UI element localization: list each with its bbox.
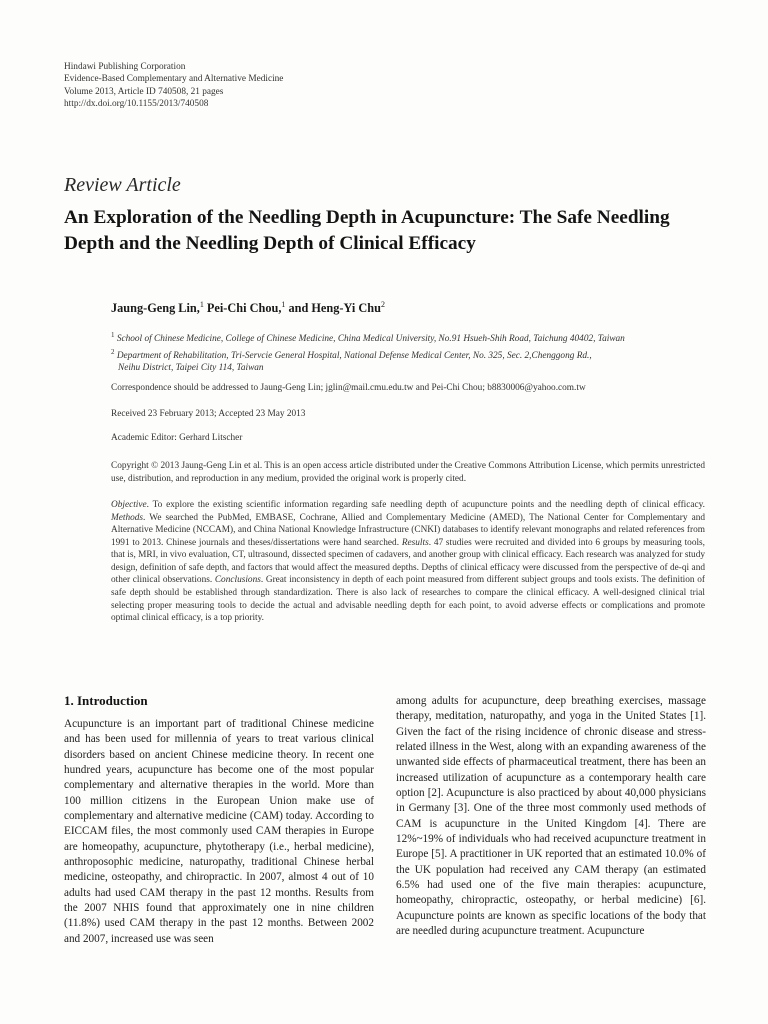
affiliation-marker: 1 xyxy=(281,300,286,309)
abstract-methods-label: Methods xyxy=(111,512,144,523)
copyright-notice: Copyright © 2013 Jaung-Geng Lin et al. This is an open access article distributed under the Creative Commons Attribution License, which permits unrestricted use, distribution, and reproduction in any medium, provided the original work is properly cited. xyxy=(111,461,705,484)
abstract-results: . 47 studies were recruited and divided into 6 groups by measuring tools, that is, MRI, in vivo evaluation, CT, ultrasound, dissected specimen of cadavers, and another group with clinical efficacy. Each research was analyzed for study design, definition of safe depth, and factors that would affect the measured depths. Depths of clinical efficacy were discussed from the perspective of de-qi and other clinical observations. xyxy=(111,537,706,586)
article-title: An Exploration of the Needling Depth in Acupuncture: The Safe Needling Depth and the Needling Depth of Clinical Efficacy xyxy=(64,207,670,254)
section-heading: 1. Introduction xyxy=(64,693,148,708)
abstract-objective: . To explore the existing scientific information regarding safe needling depth of acupuncture points and the needling depth of clinical efficacy. xyxy=(146,500,705,510)
author-list xyxy=(111,300,385,316)
abstract xyxy=(111,499,705,625)
affiliation-2 xyxy=(111,346,711,363)
body-column-right: among adults for acupuncture, deep breathing exercises, massage therapy, meditation, naturopathy, and yoga in the United States [1]. Given the fact of the rising incidence of chronic disease and stress-related illness in the West, along with an expanding awareness of the unwanted side effects of pharmaceutical treatment, there has been an increased utilization of acupuncture as a contemporary health care option [2]. Acupuncture is also practiced by about 40,000 physicians in Germany [3]. One of the three most commonly used methods of CAM is acupuncture in the United Kingdom [4]. There are 12%~19% of individuals who had received acupuncture treatment in Europe [5]. A practitioner in UK reported that an estimated 10.0% of the UK population had received any CAM therapy (an estimated 6.5% had used one of the five main therapies: acupuncture, homeopathy, chiropractic, osteopathy, or herbal medicine) [6]. Acupuncture points are known as specific locations of the body that are needled during acupuncture treatment. Acupuncture xyxy=(396,695,706,938)
affiliation-2-continued: Neihu District, Taipei City 114, Taiwan xyxy=(118,363,264,374)
affiliation-1 xyxy=(111,329,711,346)
abstract-conclusions: . Great inconsistency in depth of each point measured from different subject groups and tools exists. The definition of safe depth should be established through standardization. There is also lack of researches to compare the clinical efficacy. A well-designed clinical trial selecting proper measuring tools to decide the actual and advisable needling depth for each point, to avoid adverse effects or complications and promote optimal clinical efficacy, is a top priority. xyxy=(111,575,705,624)
affiliation-text: School of Chinese Medicine, College of Chinese Medicine, China Medical University, No.91 Hsueh-Shih Road, Taichung 40402, Taiwan xyxy=(114,334,625,345)
publisher-line: Hindawi Publishing Corporation xyxy=(64,62,186,72)
abstract-conclusions-label: Conclusions xyxy=(214,575,261,586)
affiliation-text: Department of Rehabilitation, Tri-Servcie General Hospital, National Defense Medical Center, No. 325, Sec. 2,Chenggong Rd., xyxy=(114,350,592,361)
affiliation-marker: 1 xyxy=(199,300,204,309)
affiliation-marker: 2 xyxy=(111,347,115,356)
affiliation-marker: 2 xyxy=(380,300,385,309)
journal-header xyxy=(64,61,283,111)
author-name: Jaung-Geng Lin, xyxy=(111,301,200,316)
correspondence: Correspondence should be addressed to Jaung-Geng Lin; jglin@mail.cmu.edu.tw and Pei-Chi Chou; b8830006@yahoo.com.tw xyxy=(111,383,586,393)
affiliation-marker: 1 xyxy=(111,331,115,339)
journal-line: Evidence-Based Complementary and Alternative Medicine xyxy=(64,74,284,85)
abstract-objective-label: Objective xyxy=(111,500,147,510)
academic-editor: Academic Editor: Gerhard Litscher xyxy=(111,433,243,443)
article-type: Review Article xyxy=(64,174,181,196)
abstract-results-label: Results xyxy=(401,537,429,548)
doi-link[interactable]: http://dx.doi.org/10.1155/2013/740508 xyxy=(64,99,209,110)
author-name: and Heng-Yi Chu xyxy=(285,301,381,316)
body-column-left: Acupuncture is an important part of traditional Chinese medicine and has been used for millennia of years to treat various clinical disorders based on ancient Chinese medicine theory. In recent one hundred years, acupuncture has become one of the most popular complementary and alternative therapies in the world. More than 100 million citizens in the European Union make use of complementary and alternative medicine (CAM) today. According to EICCAM files, the most commonly used CAM therapies in Europe are homeopathy, acupuncture, phytotherapy (i.e., herbal medicine), anthroposophic medicine, naturopathy, traditional Chinese herbal medicine, osteopathy, and chiropractic. In 2007, almost 4 out of 10 adults had used CAM therapy in the past 12 months. Results from the 2007 NHIS found that approximately one in nine children (11.8%) used CAM therapy in the past 12 months. Between 2002 and 2007, increased use was seen xyxy=(64,718,374,945)
received-dates: Received 23 February 2013; Accepted 23 May 2013 xyxy=(111,409,306,419)
volume-line: Volume 2013, Article ID 740508, 21 pages xyxy=(64,86,224,97)
affiliations xyxy=(111,329,711,375)
abstract-methods: . We searched the PubMed, EMBASE, Cochrane, Allied and Complementary Medicine (AMED), The National Center for Complementary and Alternative Medicine (NCCAM), and China National Knowledge Infrastructure (CNKI) databases to identify relevant monographs and related references from 1991 to 2013. Chinese journals and theses/dissertations were hand searched. xyxy=(111,512,705,548)
author-name: Pei-Chi Chou, xyxy=(203,301,282,316)
